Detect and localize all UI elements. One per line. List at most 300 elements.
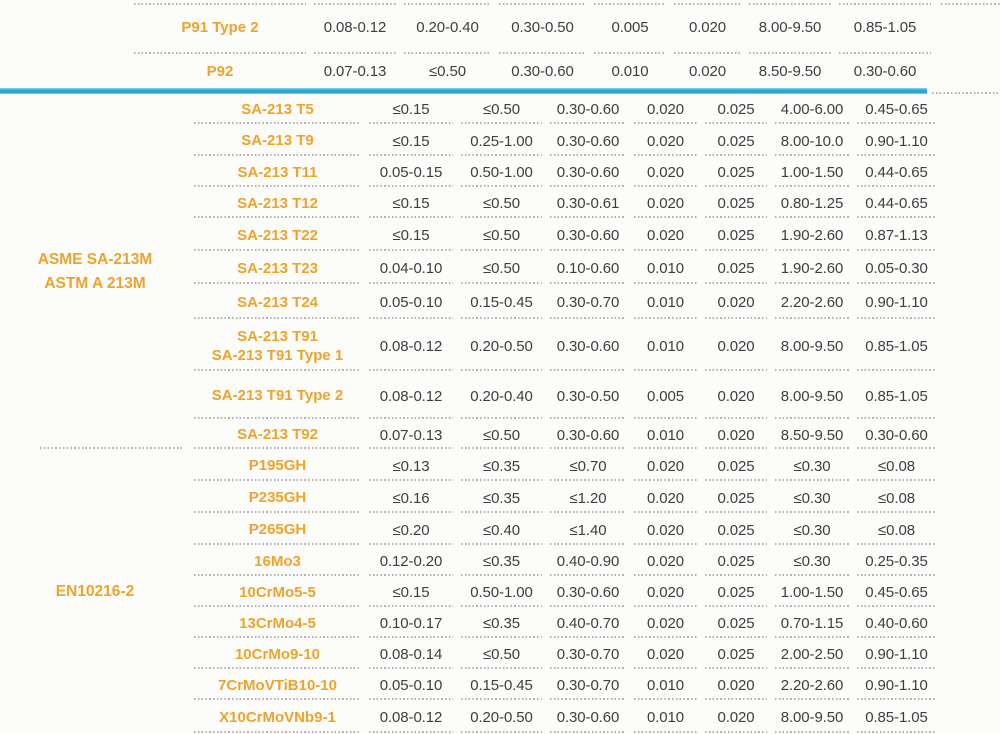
value-cell <box>546 670 630 701</box>
value-text: 0.45-0.65 <box>865 584 928 601</box>
value-cell <box>630 252 701 285</box>
grade-cell <box>190 125 365 157</box>
value-cell <box>771 546 853 577</box>
value-cell <box>771 320 853 372</box>
value-text: 0.20-0.50 <box>470 337 533 355</box>
value-text: 0.85-1.05 <box>853 19 917 36</box>
value-cell <box>630 94 701 125</box>
value-text: ≤0.50 <box>483 260 520 277</box>
grade-text: X10CrMoVNb9-1 <box>219 708 336 726</box>
value-text: 0.020 <box>646 164 685 181</box>
value-text: 0.020 <box>646 615 685 632</box>
grade-text: 13CrMo4-5 <box>239 614 316 632</box>
value-cell <box>590 0 670 55</box>
value-text: 0.30-0.60 <box>853 63 917 80</box>
value-cell <box>835 55 935 88</box>
value-cell <box>701 125 771 157</box>
value-text: 0.15-0.45 <box>470 677 533 694</box>
value-text: 0.020 <box>717 294 755 311</box>
value-text: 0.025 <box>717 457 755 475</box>
grade-cell <box>190 219 365 252</box>
value-text: 0.30-0.60 <box>511 63 574 80</box>
value-cell <box>310 0 400 55</box>
value-text: 0.020 <box>717 337 755 355</box>
value-cell <box>546 546 630 577</box>
value-cell <box>853 701 940 734</box>
value-text: ≤0.50 <box>483 227 520 244</box>
value-text: 0.45-0.65 <box>865 101 928 118</box>
value-text: 0.005 <box>611 19 649 36</box>
value-cell <box>365 285 457 320</box>
value-text: 0.05-0.15 <box>379 164 443 181</box>
value-text: 0.30-0.60 <box>556 164 620 181</box>
value-text: ≤0.15 <box>392 101 430 118</box>
value-text: 0.020 <box>646 195 685 212</box>
value-cell <box>457 372 546 420</box>
value-cell <box>771 252 853 285</box>
value-text: ≤1.40 <box>569 521 607 539</box>
value-text: 0.08-0.14 <box>379 646 443 663</box>
value-text: 0.90-1.10 <box>865 132 928 150</box>
value-cell <box>457 639 546 670</box>
value-text: 0.40-0.90 <box>556 553 620 570</box>
value-text: 0.010 <box>646 677 685 694</box>
value-cell <box>546 285 630 320</box>
value-cell <box>701 514 771 546</box>
value-text: ≤0.08 <box>878 489 915 507</box>
grade-cell <box>190 608 365 639</box>
value-text: 8.50-9.50 <box>780 426 844 444</box>
value-cell <box>457 420 546 450</box>
value-cell <box>771 670 853 701</box>
value-cell <box>670 55 745 88</box>
value-text: 0.80-1.25 <box>780 195 844 212</box>
value-cell <box>701 372 771 420</box>
value-text: 2.00-2.50 <box>780 646 844 663</box>
value-text: ≤0.35 <box>483 553 520 570</box>
value-text: 0.020 <box>646 227 685 244</box>
grade-cell <box>190 546 365 577</box>
value-text: 8.00-9.50 <box>758 19 822 36</box>
value-text: 0.025 <box>717 101 755 118</box>
value-cell <box>630 420 701 450</box>
value-text: 0.20-0.40 <box>470 387 533 405</box>
value-text: 0.30-0.50 <box>556 387 620 405</box>
value-text: 0.010 <box>611 63 649 80</box>
value-cell <box>546 372 630 420</box>
value-text: 8.00-10.0 <box>780 132 844 150</box>
value-cell <box>853 420 940 450</box>
value-cell <box>457 188 546 219</box>
value-cell <box>546 608 630 639</box>
value-text: 0.90-1.10 <box>865 677 928 694</box>
value-cell <box>365 608 457 639</box>
value-text: ≤0.08 <box>878 521 915 539</box>
value-text: 0.30-0.60 <box>556 337 620 355</box>
value-text: ≤0.16 <box>392 489 430 507</box>
grade-text: P235GH <box>248 489 307 507</box>
value-text: 0.020 <box>688 63 727 80</box>
grade-text: 7CrMoVTiB10-10 <box>218 676 337 694</box>
value-cell <box>365 188 457 219</box>
value-cell <box>835 0 935 55</box>
standard-cell-empty <box>0 0 130 55</box>
value-cell <box>771 188 853 219</box>
value-text: ≤0.35 <box>483 457 520 475</box>
value-text: ≤0.20 <box>392 521 430 539</box>
value-cell <box>457 125 546 157</box>
value-cell <box>771 577 853 608</box>
grade-text: SA-213 T23 <box>237 259 318 277</box>
value-text: 0.020 <box>717 677 755 694</box>
value-text: 0.025 <box>717 195 755 212</box>
value-text: 0.44-0.65 <box>865 195 928 212</box>
value-text: 0.30-0.70 <box>556 294 620 311</box>
value-text: 0.05-0.10 <box>379 294 443 311</box>
value-text: 0.025 <box>717 646 755 663</box>
value-text: 1.00-1.50 <box>780 164 844 181</box>
value-cell <box>853 125 940 157</box>
value-cell <box>853 219 940 252</box>
grade-cell <box>190 670 365 701</box>
value-text: 0.40-0.70 <box>556 615 620 632</box>
value-cell <box>365 514 457 546</box>
value-text: ≤0.15 <box>392 195 430 212</box>
value-text: 0.08-0.12 <box>379 387 443 405</box>
value-text: 0.020 <box>646 553 685 570</box>
value-text: 0.025 <box>717 164 755 181</box>
value-text: ≤0.30 <box>793 489 831 507</box>
value-text: ≤0.08 <box>878 457 915 475</box>
value-cell <box>630 608 701 639</box>
value-cell <box>701 482 771 514</box>
value-text: 0.08-0.12 <box>323 19 387 36</box>
value-text: 0.020 <box>646 584 685 601</box>
value-text: 0.025 <box>717 227 755 244</box>
value-text: 0.010 <box>646 260 685 277</box>
value-text: 2.20-2.60 <box>780 294 844 311</box>
value-cell <box>546 94 630 125</box>
value-cell <box>853 514 940 546</box>
value-text: 0.05-0.30 <box>865 260 928 277</box>
main-table <box>0 94 940 734</box>
grade-cell <box>190 372 365 420</box>
value-cell <box>853 639 940 670</box>
value-text: ≤0.50 <box>483 195 520 212</box>
standard-cell <box>0 450 190 734</box>
value-text: 0.70-1.15 <box>780 615 844 632</box>
grade-cell <box>190 188 365 219</box>
value-cell <box>701 701 771 734</box>
value-text: 0.025 <box>717 260 755 277</box>
grade-text: SA-213 T91 Type 1 <box>211 347 344 364</box>
value-text: 0.025 <box>717 615 755 632</box>
value-text: 0.30-0.50 <box>511 19 574 36</box>
value-cell <box>365 94 457 125</box>
value-cell <box>701 639 771 670</box>
value-text: 0.025 <box>717 584 755 601</box>
value-text: 1.90-2.60 <box>780 260 844 277</box>
value-cell <box>701 577 771 608</box>
value-cell <box>365 701 457 734</box>
value-cell <box>546 188 630 219</box>
value-text: 0.010 <box>646 337 685 355</box>
value-text: 0.010 <box>646 709 685 726</box>
value-text: 0.020 <box>646 457 685 475</box>
value-cell <box>771 285 853 320</box>
value-text: ≤0.50 <box>483 426 520 444</box>
value-cell <box>365 219 457 252</box>
value-text: 0.30-0.60 <box>556 709 620 726</box>
grade-text: SA-213 T5 <box>241 100 314 118</box>
value-cell <box>546 320 630 372</box>
value-cell <box>853 450 940 482</box>
value-cell <box>771 639 853 670</box>
value-cell <box>745 0 835 55</box>
grade-text: SA-213 T92 <box>237 426 318 444</box>
value-cell <box>457 608 546 639</box>
value-cell <box>630 514 701 546</box>
grade-text: P195GH <box>248 457 307 475</box>
value-cell <box>771 372 853 420</box>
grade-cell <box>190 320 365 372</box>
value-text: 0.10-0.17 <box>379 615 443 632</box>
value-text: 0.020 <box>646 101 685 118</box>
value-text: 0.50-1.00 <box>470 584 533 601</box>
grade-text: SA-213 T91 <box>237 327 318 345</box>
value-text: 0.30-0.60 <box>556 426 620 444</box>
value-text: 0.90-1.10 <box>865 294 928 311</box>
value-cell <box>630 188 701 219</box>
value-text: 0.85-1.05 <box>865 709 928 726</box>
grade-cell <box>190 94 365 125</box>
value-cell <box>457 546 546 577</box>
grade-cell <box>190 514 365 546</box>
value-cell <box>701 420 771 450</box>
value-text: 0.30-0.60 <box>556 584 620 601</box>
value-cell <box>853 252 940 285</box>
value-cell <box>745 55 835 88</box>
value-cell <box>701 219 771 252</box>
value-cell <box>495 0 590 55</box>
value-cell <box>853 577 940 608</box>
value-cell <box>771 94 853 125</box>
value-cell <box>701 450 771 482</box>
value-text: ≤0.35 <box>483 489 520 507</box>
value-cell <box>365 252 457 285</box>
value-text: ≤0.50 <box>483 101 520 118</box>
grade-text: SA-213 T91 Type 2 <box>211 387 344 405</box>
grade-cell <box>190 285 365 320</box>
value-text: 8.00-9.50 <box>780 337 844 355</box>
value-text: ≤0.13 <box>392 457 430 475</box>
value-cell <box>853 546 940 577</box>
value-cell <box>546 420 630 450</box>
value-text: 0.025 <box>717 553 755 570</box>
value-cell <box>853 320 940 372</box>
value-text: ≤0.15 <box>392 132 430 150</box>
value-text: 0.12-0.20 <box>379 553 443 570</box>
value-cell <box>457 670 546 701</box>
value-text: 0.30-0.61 <box>556 195 620 212</box>
value-text: 0.44-0.65 <box>865 164 928 181</box>
grade-text: 16Mo3 <box>254 552 301 570</box>
value-cell <box>630 701 701 734</box>
value-text: 0.04-0.10 <box>379 260 443 277</box>
value-text: 0.25-1.00 <box>470 132 533 150</box>
value-text: 0.020 <box>646 132 685 150</box>
value-text: 0.87-1.13 <box>865 227 928 244</box>
value-cell <box>853 188 940 219</box>
value-cell <box>701 608 771 639</box>
value-text: 0.005 <box>646 387 685 405</box>
value-cell <box>771 420 853 450</box>
value-cell <box>400 0 495 55</box>
value-text: 0.025 <box>717 489 755 507</box>
value-cell <box>630 577 701 608</box>
value-text: 0.05-0.10 <box>379 677 443 694</box>
grade-cell <box>130 0 310 55</box>
standard-text: ASTM A 213M <box>44 275 146 292</box>
value-cell <box>546 219 630 252</box>
value-text: 0.020 <box>717 426 755 444</box>
value-text: 0.30-0.70 <box>556 646 620 663</box>
value-text: ≤0.50 <box>429 63 466 80</box>
value-text: 0.15-0.45 <box>470 294 533 311</box>
value-text: 8.00-9.50 <box>780 387 844 405</box>
value-text: 0.020 <box>646 646 685 663</box>
value-cell <box>701 252 771 285</box>
value-cell <box>630 125 701 157</box>
value-text: 0.020 <box>688 19 727 36</box>
value-text: 0.40-0.60 <box>865 615 928 632</box>
value-cell <box>853 157 940 188</box>
value-text: 0.020 <box>646 521 685 539</box>
value-cell <box>546 482 630 514</box>
value-cell <box>546 450 630 482</box>
grade-text: 10CrMo5-5 <box>239 583 316 601</box>
value-cell <box>630 219 701 252</box>
value-text: 0.020 <box>646 489 685 507</box>
value-text: ≤1.20 <box>569 489 607 507</box>
value-text: ≤0.30 <box>793 457 831 475</box>
value-cell <box>457 320 546 372</box>
value-cell <box>630 157 701 188</box>
value-text: 4.00-6.00 <box>780 101 844 118</box>
value-cell <box>365 372 457 420</box>
value-text: 0.025 <box>717 132 755 150</box>
value-cell <box>457 514 546 546</box>
value-cell <box>457 219 546 252</box>
value-text: 0.30-0.60 <box>556 227 620 244</box>
value-cell <box>365 546 457 577</box>
value-text: ≤0.50 <box>483 646 520 663</box>
value-cell <box>701 157 771 188</box>
value-text: ≤0.40 <box>483 521 520 539</box>
value-cell <box>771 125 853 157</box>
grade-cell <box>190 450 365 482</box>
value-cell <box>457 285 546 320</box>
value-text: 8.50-9.50 <box>758 63 822 80</box>
value-text: 0.08-0.12 <box>379 709 443 726</box>
dotted-line <box>932 92 1000 94</box>
value-cell <box>701 546 771 577</box>
value-cell <box>670 0 745 55</box>
value-text: 1.90-2.60 <box>780 227 844 244</box>
value-cell <box>630 372 701 420</box>
value-cell <box>701 188 771 219</box>
value-cell <box>701 285 771 320</box>
value-text: 0.010 <box>646 426 685 444</box>
value-text: 0.50-1.00 <box>470 164 533 181</box>
value-cell <box>546 125 630 157</box>
value-cell <box>630 285 701 320</box>
value-cell <box>457 701 546 734</box>
value-cell <box>457 252 546 285</box>
value-cell <box>457 482 546 514</box>
value-text: 0.30-0.60 <box>556 132 620 150</box>
grade-text: SA-213 T22 <box>237 226 318 244</box>
grade-text: SA-213 T9 <box>241 132 314 150</box>
value-text: 0.25-0.35 <box>865 553 928 570</box>
value-cell <box>310 55 400 88</box>
grade-cell <box>130 55 310 88</box>
grade-text: SA-213 T11 <box>237 163 318 181</box>
value-text: 0.90-1.10 <box>865 646 928 663</box>
value-cell <box>701 670 771 701</box>
value-text: 0.85-1.05 <box>865 387 928 405</box>
grade-cell <box>190 157 365 188</box>
value-cell <box>630 639 701 670</box>
value-cell <box>771 514 853 546</box>
value-text: 0.85-1.05 <box>865 337 928 355</box>
value-cell <box>400 55 495 88</box>
value-text: ≤0.70 <box>569 457 607 475</box>
grade-cell <box>190 577 365 608</box>
value-text: 0.08-0.12 <box>379 337 443 355</box>
value-cell <box>853 94 940 125</box>
value-text: 0.30-0.70 <box>556 677 620 694</box>
value-cell <box>546 157 630 188</box>
grade-text: SA-213 T24 <box>237 293 318 311</box>
value-cell <box>853 482 940 514</box>
value-cell <box>630 546 701 577</box>
value-cell <box>771 450 853 482</box>
value-cell <box>546 577 630 608</box>
value-cell <box>546 252 630 285</box>
value-text: ≤0.30 <box>793 553 831 570</box>
value-cell <box>365 670 457 701</box>
value-cell <box>630 482 701 514</box>
value-cell <box>546 701 630 734</box>
standard-text: EN10216-2 <box>55 582 135 600</box>
value-cell <box>495 55 590 88</box>
value-cell <box>365 320 457 372</box>
grade-text: P265GH <box>248 521 307 539</box>
value-cell <box>457 94 546 125</box>
value-cell <box>457 577 546 608</box>
dotted-line <box>941 3 1000 5</box>
value-cell <box>457 450 546 482</box>
value-cell <box>546 514 630 546</box>
value-cell <box>365 420 457 450</box>
value-text: 0.020 <box>717 709 755 726</box>
top-table <box>0 0 935 88</box>
grade-text: SA-213 T12 <box>237 194 318 212</box>
value-text: 1.00-1.50 <box>780 584 844 601</box>
value-text: 8.00-9.50 <box>780 709 844 726</box>
value-cell <box>771 482 853 514</box>
